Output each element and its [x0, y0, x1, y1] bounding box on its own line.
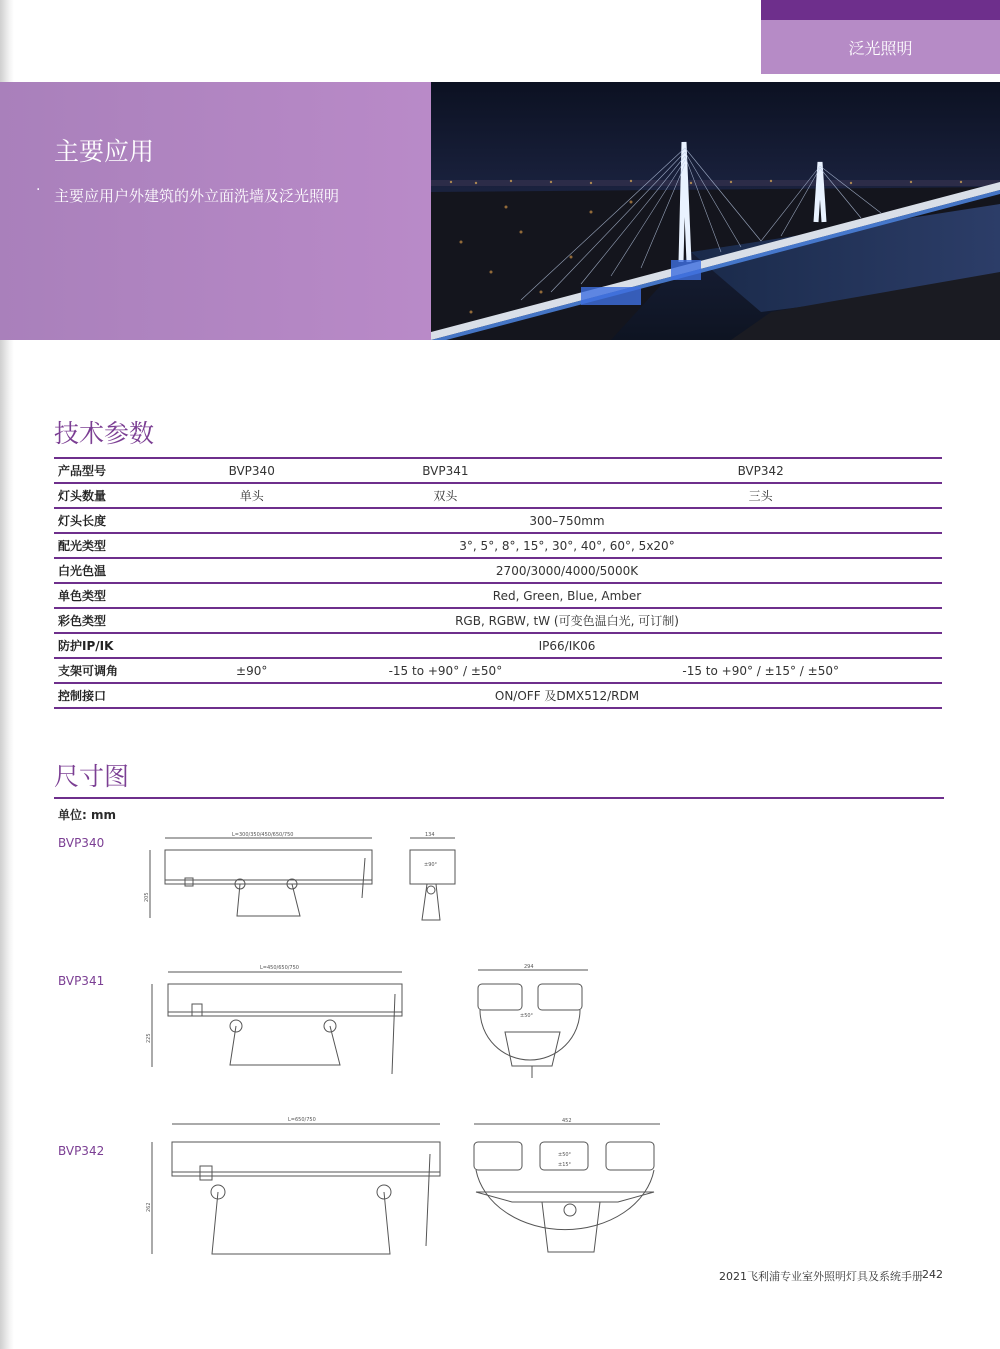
bvp341-drawing: [140, 962, 610, 1082]
bvp342-side-angle: ±50°: [558, 1152, 572, 1158]
dimensions-rule: [54, 797, 944, 799]
spec-row-label: 单色类型: [54, 583, 192, 608]
spec-cell-span: Red, Green, Blue, Amber: [192, 583, 942, 608]
spec-model-header: BVP342: [579, 458, 942, 483]
bvp340-height-label: 205: [144, 892, 150, 902]
bvp342-height-label: 262: [146, 1202, 152, 1212]
spec-table: [54, 457, 942, 709]
spec-cell: -15 to +90° / ±50°: [311, 658, 579, 683]
spec-row-label: 配光类型: [54, 533, 192, 558]
dimensions-section-title: 尺寸图: [54, 762, 130, 791]
page-number: 242: [922, 1268, 943, 1281]
spec-header-label: 产品型号: [54, 458, 192, 483]
spec-model-header: BVP341: [311, 458, 579, 483]
spec-row: [54, 533, 942, 558]
bvp342-length-label: L=650/750: [288, 1117, 316, 1123]
bvp340-side-width: 134: [425, 832, 435, 838]
hero-panel: [0, 82, 431, 340]
spec-row: [54, 633, 942, 658]
hero-bullet: ·: [36, 182, 41, 198]
spec-header-row: [54, 458, 942, 483]
tech-section-title: 技术参数: [54, 419, 155, 448]
bvp342-side-width: 452: [562, 1118, 572, 1124]
hero-description: 主要应用户外建筑的外立面洗墙及泛光照明: [54, 187, 340, 205]
spec-cell-span: 3°, 5°, 8°, 15°, 30°, 40°, 60°, 5x20°: [192, 533, 942, 558]
spec-cell-span: IP66/IK06: [192, 633, 942, 658]
bridge-night-photo: [431, 82, 1000, 340]
spec-row-label: 支架可调角: [54, 658, 192, 683]
spec-row: [54, 683, 942, 708]
spec-cell: 单头: [192, 483, 311, 508]
bvp341-side-angle: ±50°: [520, 1013, 534, 1019]
bvp340-side-angle: ±90°: [424, 862, 438, 868]
spec-cell: ±90°: [192, 658, 311, 683]
spec-cell: 双头: [311, 483, 579, 508]
model-label-bvp341: BVP341: [58, 974, 105, 988]
spec-row: [54, 658, 942, 683]
category-tab-label: 泛光照明: [761, 20, 1000, 74]
bvp342-drawing: [138, 1114, 668, 1264]
model-label-bvp340: BVP340: [58, 836, 105, 850]
spec-model-header: BVP340: [192, 458, 311, 483]
spec-row: [54, 608, 942, 633]
spec-cell-span: 2700/3000/4000/5000K: [192, 558, 942, 583]
spec-cell: 三头: [579, 483, 942, 508]
bvp340-drawing: [140, 828, 480, 928]
spec-cell-span: ON/OFF 及DMX512/RDM: [192, 683, 942, 708]
footer-catalog-title: 2021飞利浦专业室外照明灯具及系统手册: [719, 1270, 923, 1283]
spec-row-label: 控制接口: [54, 683, 192, 708]
spec-row: [54, 508, 942, 533]
spec-cell: -15 to +90° / ±15° / ±50°: [579, 658, 942, 683]
bvp341-length-label: L=450/650/750: [260, 965, 299, 971]
spec-row: [54, 583, 942, 608]
model-label-bvp342: BVP342: [58, 1144, 105, 1158]
category-tab-bar: [761, 0, 1000, 20]
spec-cell-span: 300–750mm: [192, 508, 942, 533]
spec-row-label: 彩色类型: [54, 608, 192, 633]
spec-row-label: 灯头数量: [54, 483, 192, 508]
bvp341-side-width: 294: [524, 964, 534, 970]
category-tab: [761, 0, 1000, 74]
unit-label: 单位: mm: [58, 808, 116, 822]
spec-row-label: 防护IP/IK: [54, 633, 192, 658]
spec-row-label: 灯头长度: [54, 508, 192, 533]
spec-row-label: 白光色温: [54, 558, 192, 583]
spec-cell-span: RGB, RGBW, tW (可变色温白光, 可订制): [192, 608, 942, 633]
spec-row: [54, 483, 942, 508]
bvp341-height-label: 225: [146, 1033, 152, 1043]
hero-title: 主要应用: [54, 137, 155, 166]
bvp342-side-angle-2: ±15°: [558, 1162, 572, 1168]
spec-row: [54, 558, 942, 583]
bvp340-length-label: L=300/350/450/650/750: [232, 832, 294, 838]
